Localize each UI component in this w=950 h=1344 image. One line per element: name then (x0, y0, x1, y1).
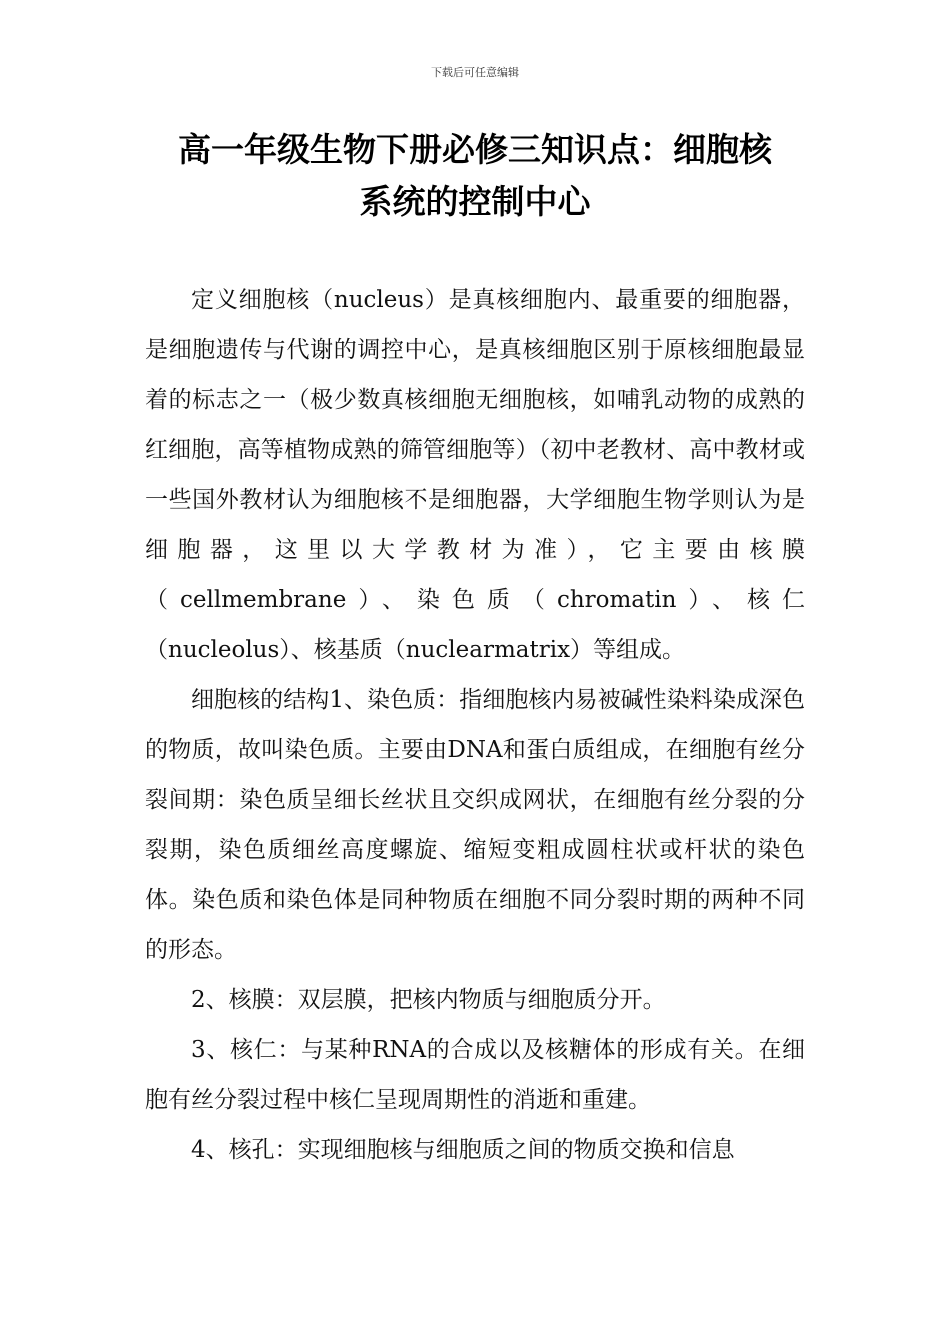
paragraph-nuclear-pore: 4、核孔：实现细胞核与细胞质之间的物质交换和信息 (191, 1137, 735, 1163)
paragraph-definition: 定义细胞核（nucleus）是真核细胞内、最重要的细胞器，是细胞遗传与代谢的调控中心，是真核细胞区别于原核细胞最显着的标志之一（极少数真核细胞无细胞核，如哺乳动物的成熟的红细胞，高等植物成熟的筛管细胞等）（初中老教材、高中教材或一些国外教材认为细胞核不是细胞器，大学细胞生物学则认为是细胞器，这里以大学教材为准），它主要由核膜（cellmembrane）、染色质（chromatin）、核仁（nucleolus）、核基质（nuclearmatrix）等组成。 (145, 287, 805, 663)
paragraph-structure-chromatin: 细胞核的结构1、染色质：指细胞核内易被碱性染料染成深色的物质，故叫染色质。主要由DNA和蛋白质组成，在细胞有丝分裂间期：染色质呈细长丝状且交织成网状，在细胞有丝分裂的分裂期，染色质细丝高度螺旋、缩短变粗成圆柱状或杆状的染色体。染色质和染色体是同种物质在细胞不同分裂时期的两种不同的形态。 (145, 687, 805, 963)
title-line-1: 高一年级生物下册必修三知识点：细胞核 (178, 130, 772, 169)
document-title (145, 124, 805, 228)
document-body (145, 275, 805, 1175)
page-header-note: 下载后可任意编辑 (431, 66, 519, 79)
paragraph-nuclear-envelope: 2、核膜：双层膜，把核内物质与细胞质分开。 (191, 987, 666, 1013)
paragraph-nucleolus: 3、核仁：与某种RNA的合成以及核糖体的形成有关。在细胞有丝分裂过程中核仁呈现周期性的消逝和重建。 (145, 1037, 805, 1113)
title-line-2: 系统的控制中心 (359, 182, 591, 221)
